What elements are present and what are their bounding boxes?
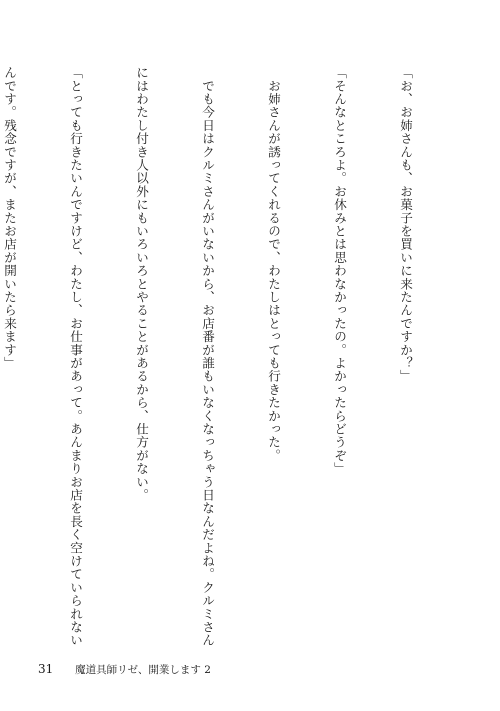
text-column: でも今日はクルミさんがいないから、お店番が誰もいなくなっちゃう日なんだよね。クルミさん xyxy=(200,66,215,647)
text-column: 「お、お姉さんも、お菓子を買いに来たんですか？」 xyxy=(398,66,413,383)
text-column: んです。残念ですが、またお店が開いたら来ます」 xyxy=(2,66,17,370)
text-column: 「とっても行きたいんですけど、わたし、お仕事があって。あんまりお店を長く空けていられない xyxy=(68,66,83,647)
text-column: 「そんなところよ。お休みとは思わなかったの。よかったらどうぞ」 xyxy=(332,66,347,476)
book-title: 魔道具師リゼ、開業します 2 xyxy=(75,664,211,676)
vertical-text-body xyxy=(2,66,460,647)
page-footer xyxy=(38,662,211,677)
page-number: 31 xyxy=(38,662,54,676)
text-column: にはわたし付き人以外にもいろいろとやることがあるから、仕方がない。 xyxy=(134,66,149,502)
text-column: お姉さんが誘ってくれるので、わたしはとっても行きたかった。 xyxy=(266,66,281,462)
